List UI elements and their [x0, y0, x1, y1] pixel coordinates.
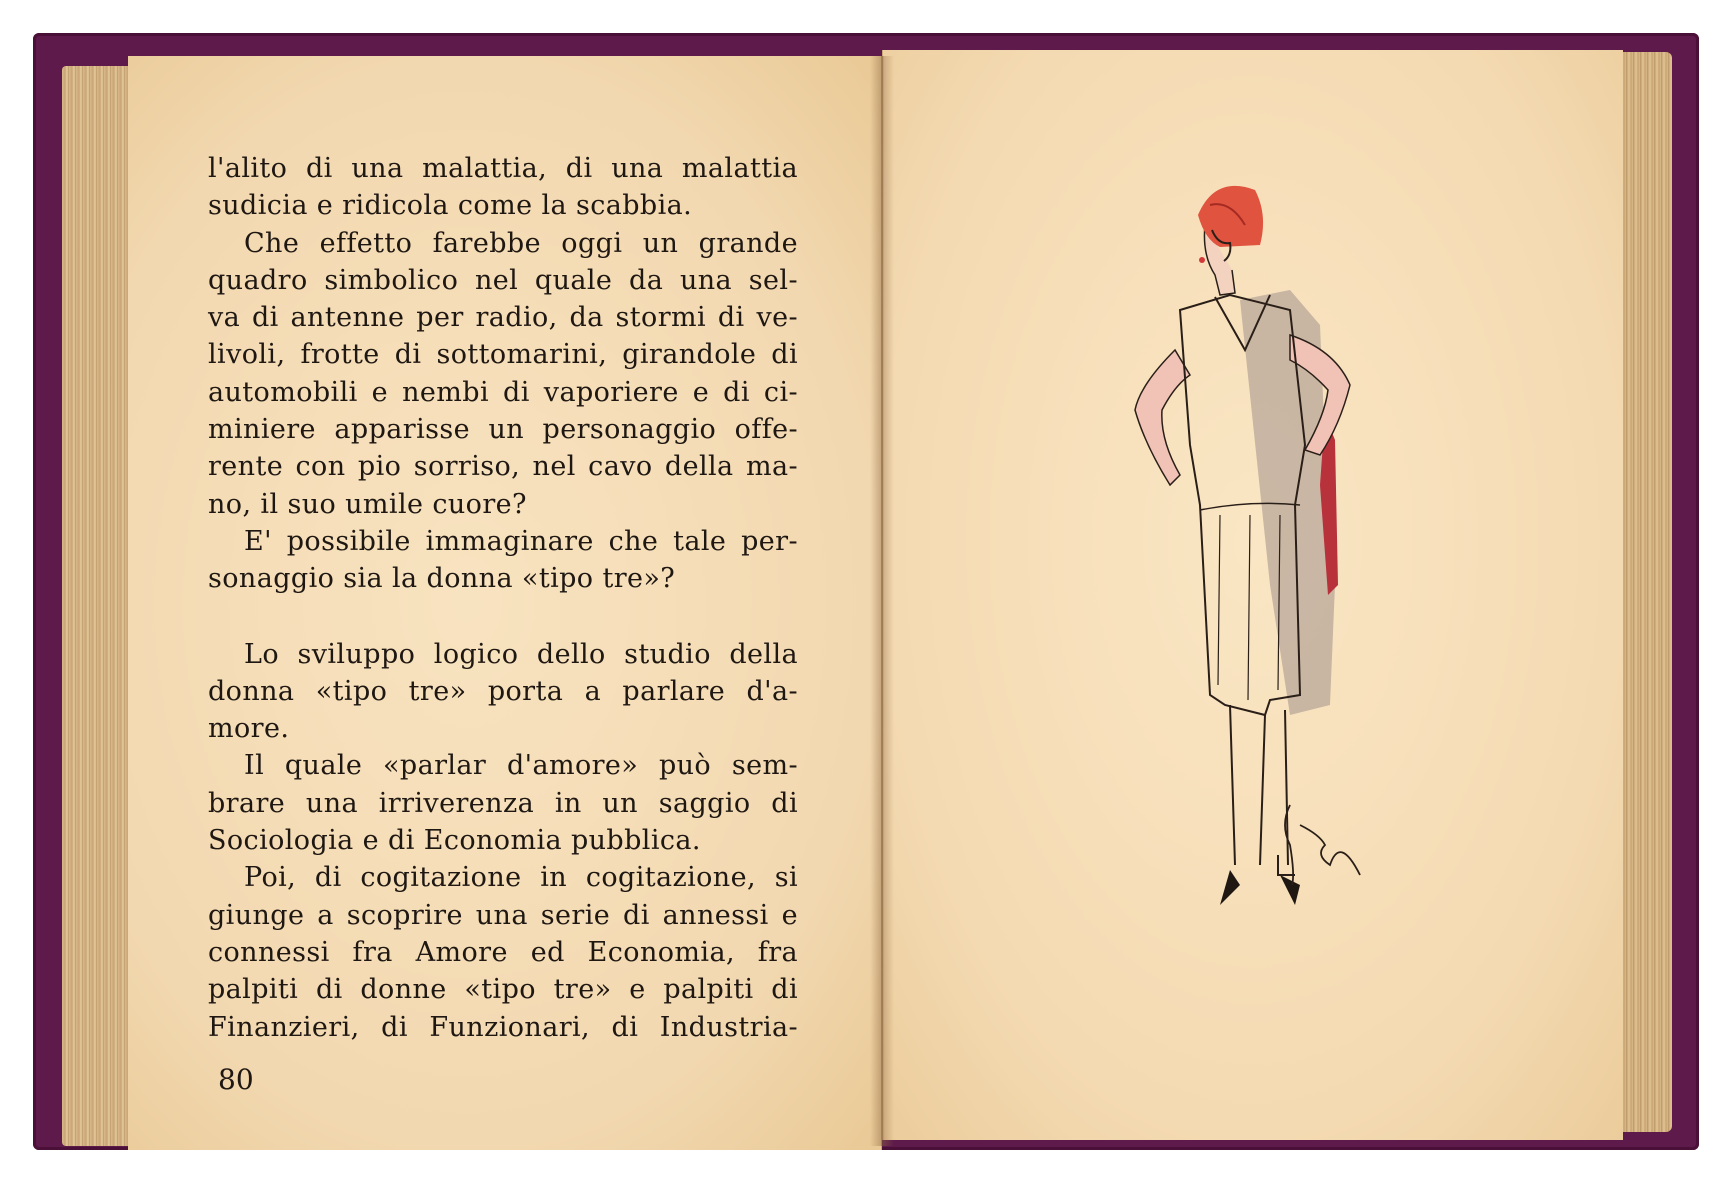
text-line: E' possibile immaginare che tale per-	[244, 525, 798, 557]
text-line: more.	[208, 713, 290, 745]
text-line: Il quale «parlar d'amore» può sem-	[244, 750, 798, 782]
text-line: no, il suo umile cuore?	[208, 488, 527, 520]
text-line: Sociologia e di Economia pubblica.	[208, 825, 701, 857]
text-line: l'alito di una malattia, di una malattia	[208, 153, 798, 184]
text-line: giunge a scoprire una serie di annessi e	[208, 899, 798, 931]
book-gutter	[870, 56, 894, 1146]
text-line: connessi fra Amore ed Economia, fra	[208, 936, 798, 968]
text-line: miniere apparisse un personaggio offe-	[208, 414, 798, 446]
text-line: sudicia e ridicola come la scabbia.	[208, 190, 693, 222]
text-line: Finanzieri, di Funzionari, di Industria-	[208, 1011, 798, 1043]
left-page-edges	[62, 66, 132, 1146]
text-line: donna «tipo tre» porta a parlare d'a-	[208, 675, 798, 707]
text-line: quadro simbolico nel quale da una sel-	[208, 264, 798, 296]
text-line: Poi, di cogitazione in cogitazione, si	[244, 862, 798, 894]
text-line: sonaggio sia la donna «tipo tre»?	[208, 563, 676, 595]
text-line: palpiti di donne «tipo tre» e palpiti di	[208, 974, 798, 1006]
text-line: brare una irriverenza in un saggio di	[208, 787, 798, 819]
text-line: automobili e nembi di vaporiere e di ci-	[208, 376, 798, 408]
text-line: rente con pio sorriso, nel cavo della ma-	[208, 451, 798, 483]
text-line: Lo sviluppo logico dello studio della	[244, 638, 798, 670]
fashion-illustration	[1120, 185, 1520, 1025]
text-line: livoli, frotte di sottomarini, girandole di	[208, 339, 798, 371]
text-line: Che effetto farebbe oggi un grande	[244, 227, 798, 259]
page-number: 80	[218, 1063, 254, 1096]
text-line: va di antenne per radio, da stormi di ve-	[208, 302, 798, 334]
left-page-text	[208, 150, 798, 1046]
